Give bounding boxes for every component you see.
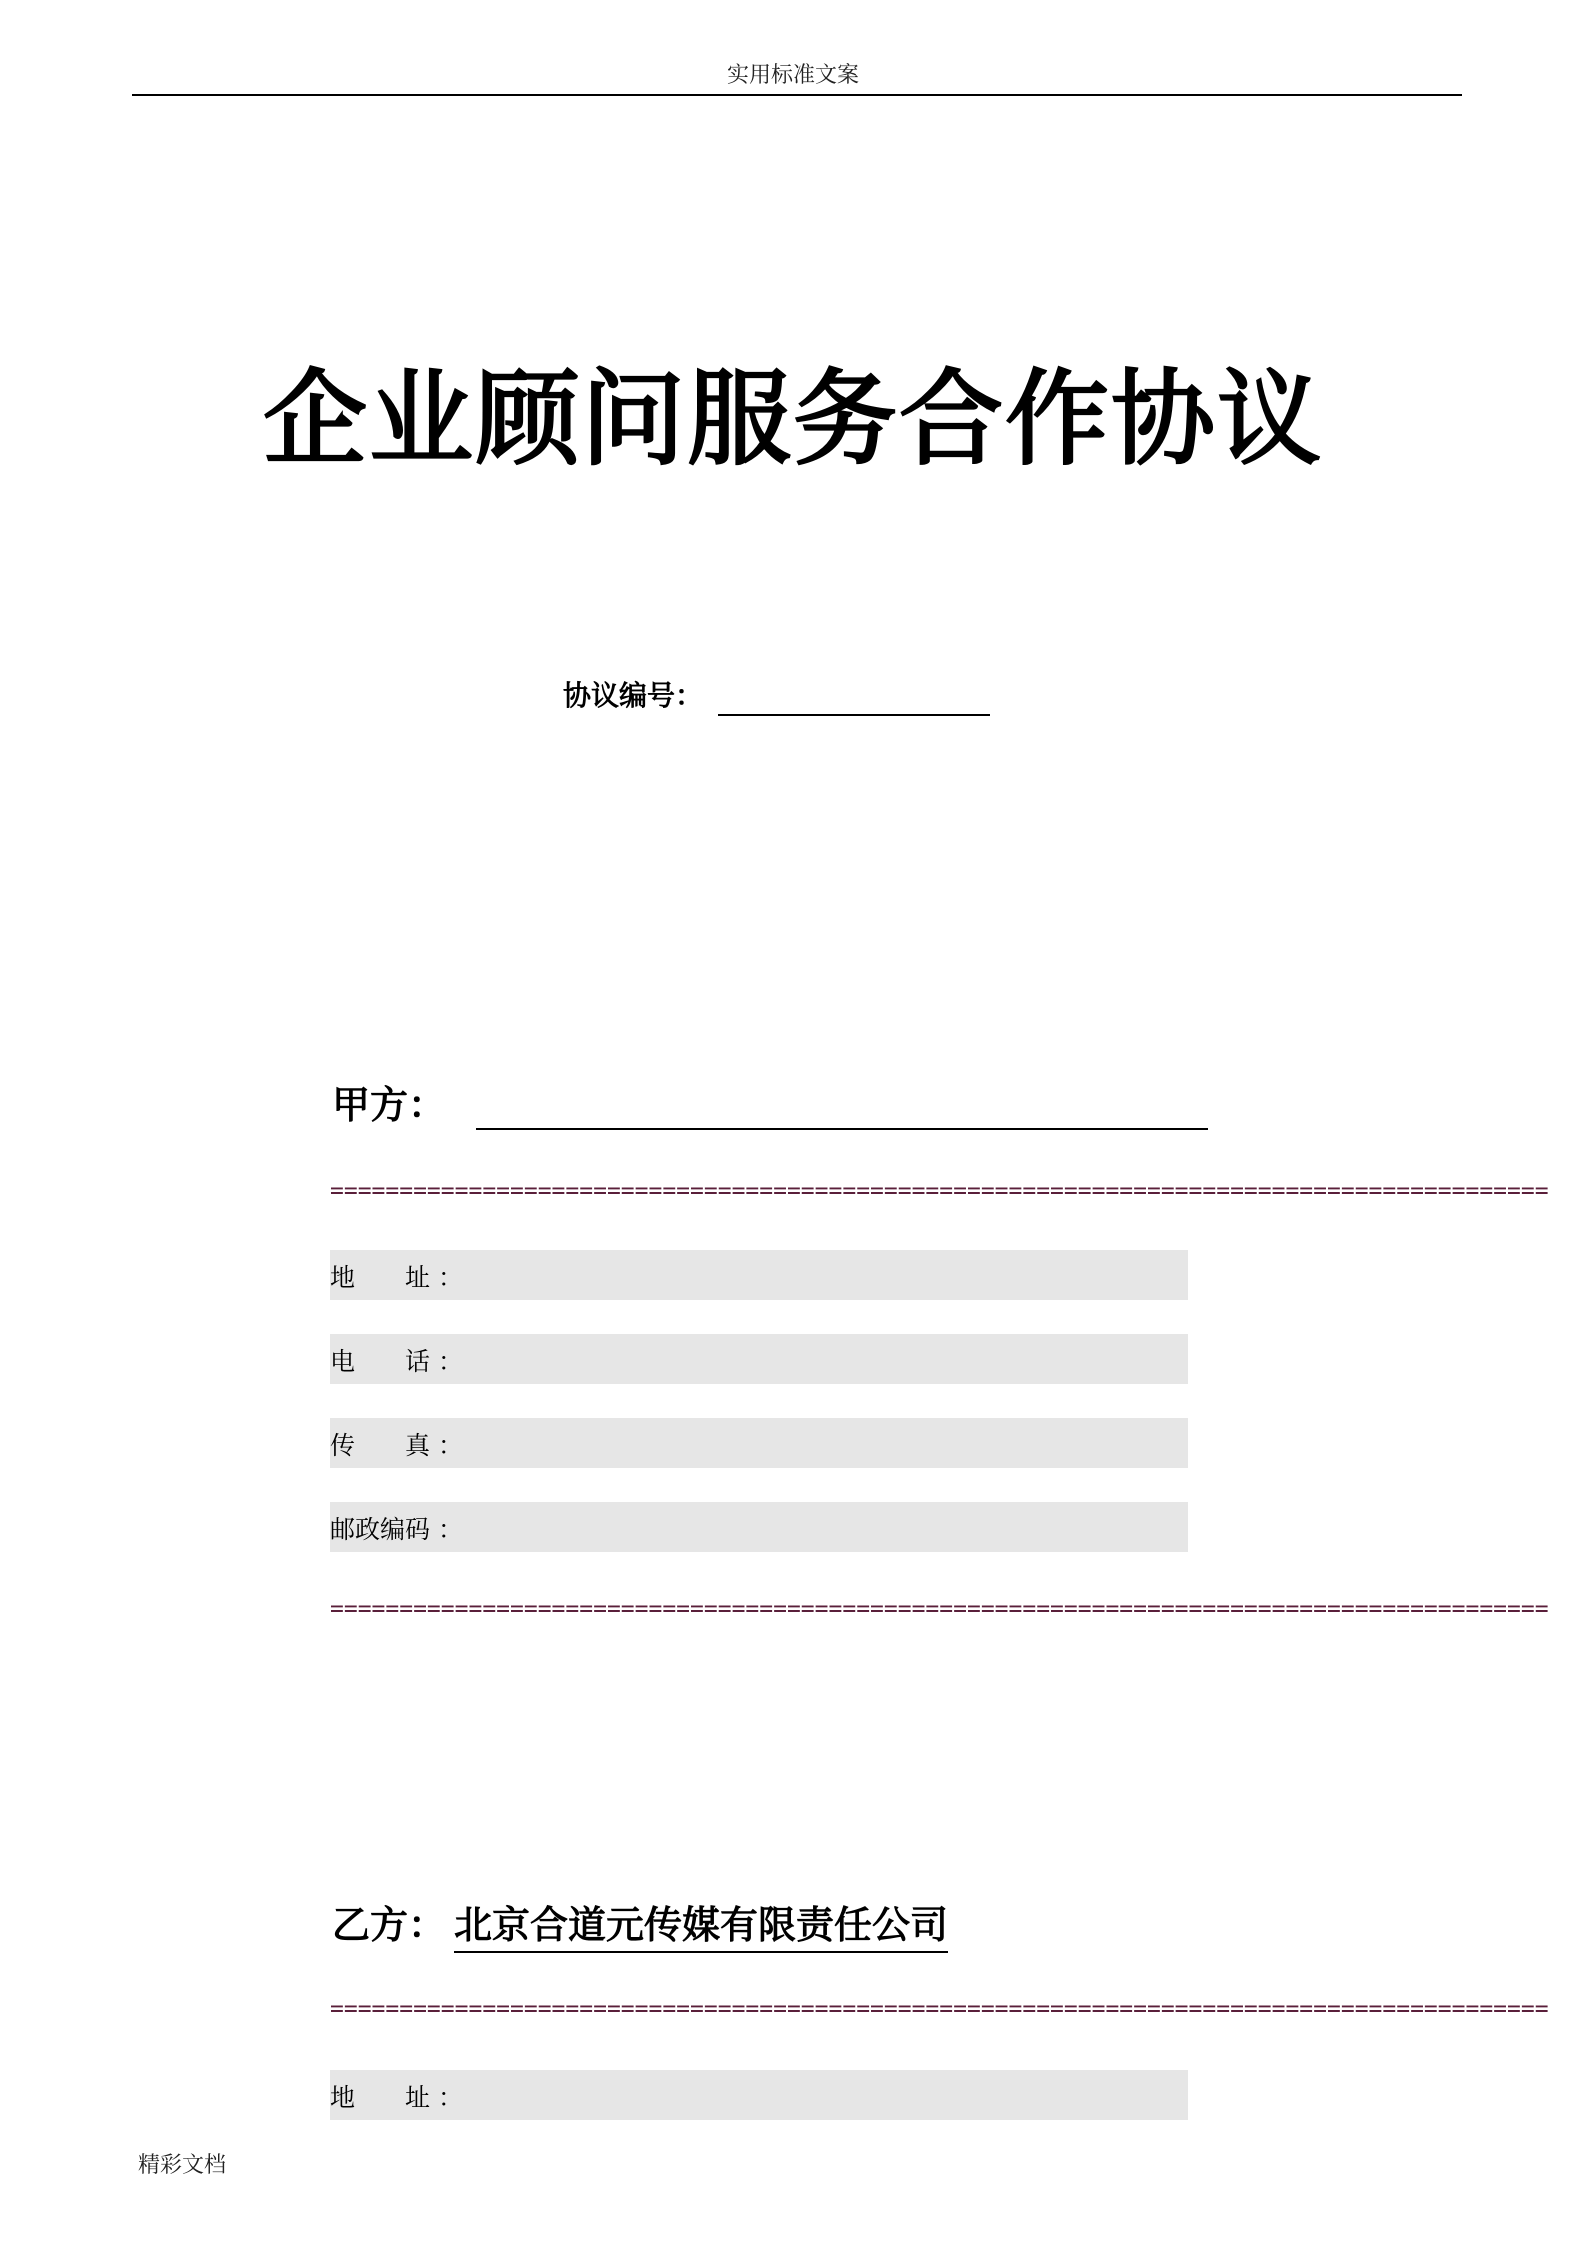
party-a-postcode-label: 邮政编码 ： bbox=[330, 1515, 463, 1544]
party-a-phone-label: 电 话 ： bbox=[330, 1347, 463, 1376]
party-b-divider: ======================================================================================== bbox=[330, 1996, 1549, 2022]
party-a-address-label: 地 址 ： bbox=[330, 1263, 463, 1292]
party-b-address-label: 地 址 ： bbox=[330, 2083, 463, 2112]
agreement-number-blank bbox=[718, 714, 990, 716]
party-a-fax-row bbox=[330, 1418, 1188, 1468]
header-text: 实用标准文案 bbox=[726, 63, 859, 88]
agreement-number-label: 协议编号： bbox=[563, 679, 704, 712]
party-a-address-row bbox=[330, 1250, 1188, 1300]
party-a-divider-bottom: ======================================================================================== bbox=[330, 1596, 1549, 1622]
party-b-label: 乙方： bbox=[332, 1903, 447, 1947]
party-a-fax-label: 传 真 ： bbox=[330, 1431, 463, 1460]
party-a-divider-top: ======================================================================================== bbox=[330, 1178, 1549, 1204]
party-a-phone-row bbox=[330, 1334, 1188, 1384]
document-title: 企业顾问服务合作协议 bbox=[262, 358, 1323, 480]
party-a-postcode-row bbox=[330, 1502, 1188, 1552]
party-b-address-row bbox=[330, 2070, 1188, 2120]
party-a-name-blank bbox=[476, 1128, 1208, 1130]
header-rule bbox=[132, 94, 1462, 96]
page-footer: 精彩文档 bbox=[138, 2153, 227, 2178]
party-a-label: 甲方： bbox=[332, 1083, 447, 1127]
party-b-name: 北京合道元传媒有限责任公司 bbox=[454, 1894, 948, 1953]
